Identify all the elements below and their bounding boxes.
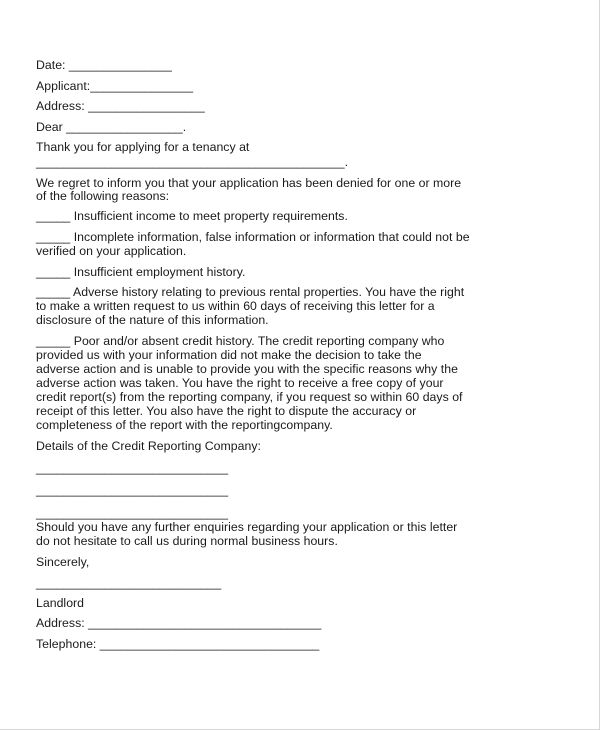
landlord-telephone-line: Telephone: ________________________________	[36, 637, 320, 651]
credit-details-heading: Details of the Credit Reporting Company:	[36, 439, 261, 453]
credit-details-line-3: ____________________________	[36, 506, 229, 520]
reason-credit-line-7: completeness of the report with the reportingcompany.	[36, 418, 333, 432]
reason-incomplete-line-1: _____ Incomplete information, false information or information that could not be	[36, 230, 470, 244]
reason-credit-line-3: adverse action and is unable to provide you with the specific reasons why the	[36, 362, 458, 376]
reason-credit-line-6: receipt of this letter. You also have the right to dispute the accuracy or	[36, 404, 417, 418]
landlord-address-line: Address: __________________________________	[36, 616, 322, 630]
closing-line-2: do not hesitate to call us during normal business hours.	[36, 534, 338, 548]
credit-details-line-1: ____________________________	[36, 461, 229, 475]
reason-credit-line-5: credit report(s) from the reporting company, if you request so within 60 days of	[36, 390, 463, 404]
reason-rental-line-1: _____ Adverse history relating to previous rental properties. You have the right	[36, 285, 465, 299]
intro-line-1: We regret to inform you that your application has been denied for one or more	[36, 176, 462, 190]
date-line: Date: _______________	[36, 58, 172, 72]
sincerely-line: Sincerely,	[36, 555, 90, 569]
reason-income: _____ Insufficient income to meet property requirements.	[36, 209, 348, 223]
landlord-label: Landlord	[36, 596, 85, 610]
reason-credit-line-4: adverse action was taken. You have the right to receive a free copy of your	[36, 376, 444, 390]
reason-credit-line-2: provided us with your information did not make the decision to take the	[36, 348, 422, 362]
reason-rental-line-2: to make a written request to us within 60 days of receiving this letter for a	[36, 299, 435, 313]
salutation-line: Dear _________________.	[36, 120, 187, 134]
reason-incomplete-line-2: verified on your application.	[36, 244, 187, 258]
closing-line-1: Should you have any further enquiries regarding your application or this letter	[36, 520, 458, 534]
reason-employment: _____ Insufficient employment history.	[36, 265, 246, 279]
property-blank-line: _____________________________________________.	[36, 155, 349, 169]
reason-credit-line-1: _____ Poor and/or absent credit history. The credit reporting company who	[36, 334, 445, 348]
applicant-line: Applicant:_______________	[36, 79, 194, 93]
address-line: Address: _________________	[36, 99, 205, 113]
credit-details-line-2: ____________________________	[36, 483, 229, 497]
reason-rental-line-3: disclosure of the nature of this information.	[36, 313, 269, 327]
signature-line: ___________________________	[36, 576, 222, 590]
thanks-line: Thank you for applying for a tenancy at	[36, 140, 250, 154]
intro-line-2: of the following reasons:	[36, 189, 170, 203]
